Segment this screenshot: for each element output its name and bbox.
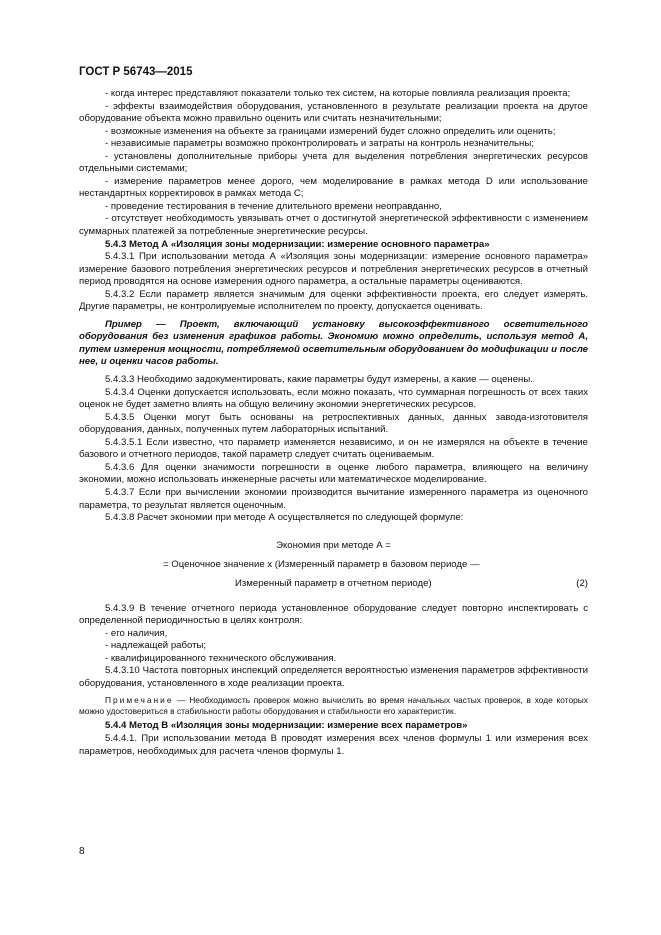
document-header: ГОСТ Р 56743—2015 bbox=[79, 66, 193, 78]
paragraph: 5.4.3.5.1 Если известно, что параметр изменяется независимо, и он не измерялся на объекте в течение базового и отчетного периодов, такой параметр следует считать оцениваемым. bbox=[79, 436, 588, 461]
list-item: - установлены дополнительные приборы учета для выделения потребления энергетических ресурсов отдельными системами; bbox=[79, 150, 588, 175]
paragraph: 5.4.3.7 Если при вычислении экономии производится вычитание измеренного параметра из оценочного параметра, то результат является оценочным. bbox=[79, 486, 588, 511]
formula-line-1: Экономия при методе А = bbox=[276, 539, 391, 551]
example-paragraph: Пример — Проект, включающий установку высокоэффективного осветительного оборудования без изменения графиков работы. Экономию можно определить, используя метод А, путем измерения мощности, потребляемой осветительным оборудованием до модификации и после нее, и оценки часов работы. bbox=[79, 318, 588, 368]
paragraph: 5.4.3.5 Оценки могут быть основаны на ретроспективных данных, данных завода-изготовителя оборудования, данных, полученных путем лабораторных испытаний. bbox=[79, 411, 588, 436]
paragraph: 5.4.3.9 В течение отчетного периода установленное оборудование следует повторно инспектировать с определенной периодичностью в целях контроля: bbox=[79, 602, 588, 627]
list-item: - его наличия, bbox=[105, 627, 168, 639]
list-item: - квалифицированного технического обслуживания. bbox=[105, 652, 337, 664]
list-item: - измерение параметров менее дорого, чем моделирование в рамках метода D или использование нестандартных корректировок в рамках метода С; bbox=[79, 175, 588, 200]
list-item: - независимые параметры возможно проконтролировать и затраты на контроль незначительны; bbox=[105, 138, 534, 150]
formula-line-2: = Оценочное значение х (Измеренный параметр в базовом периоде — bbox=[163, 558, 480, 570]
formula-line-3: Измеренный параметр в отчетном периоде) bbox=[235, 577, 432, 589]
section-heading-544: 5.4.4 Метод В «Изоляция зоны модернизации: измерение всех параметров» bbox=[105, 720, 468, 732]
paragraph: 5.4.3.1 При использовании метода А «Изоляция зоны модернизации: измерение основного параметра» измерение базового потребления энергетических ресурсов и потребления энергетических ресурсов в отчетный период проводятся на основе измерения одного параметра, а остальные параметры оцениваются. bbox=[79, 251, 588, 288]
list-item: - возможные изменения на объекте за границами измерений будет сложно определить или оценить; bbox=[105, 125, 556, 137]
page-body bbox=[79, 88, 588, 758]
paragraph: 5.4.3.10 Частота повторных инспекций определяется вероятностью изменения параметров эффективности оборудования, установленного в ходе реализации проекта. bbox=[79, 665, 588, 689]
formula-block bbox=[79, 531, 588, 603]
paragraph: 5.4.3.3 Необходимо задокументировать, какие параметры будут измерены, а какие — оценены. bbox=[105, 374, 533, 386]
page-number: 8 bbox=[79, 846, 85, 857]
paragraph: 5.4.4.1. При использовании метода В проводят измерения всех членов формулы 1 или измерения всех параметров, необходимых для расчета членов формулы 1. bbox=[79, 732, 588, 757]
formula-number: (2) bbox=[576, 577, 588, 589]
note-text: — Необходимость проверок можно вычислить во время начальных частых проверок, в ходе которых можно удостовериться в стабильности работы оборудования и стабильности его характеристик. bbox=[79, 695, 588, 717]
list-item: - когда интерес представляют показатели только тех систем, на которые повлияла реализация проекта; bbox=[105, 88, 571, 99]
list-item: - проведение тестирования в течение длительного времени неоправданно, bbox=[105, 200, 442, 212]
note-paragraph bbox=[79, 695, 588, 717]
paragraph: 5.4.3.6 Для оценки значимости погрешности в оценке любого параметра, влияющего на величину экономии, можно использовать инженерные расчеты или математическое моделирование. bbox=[79, 461, 588, 486]
note-label: Примечание bbox=[105, 695, 174, 706]
paragraph: 5.4.3.8 Расчет экономии при методе А осуществляется по следующей формуле: bbox=[105, 512, 464, 524]
list-item: - надлежащей работы; bbox=[105, 640, 207, 652]
section-heading-543: 5.4.3 Метод А «Изоляция зоны модернизации: измерение основного параметра» bbox=[105, 238, 490, 250]
list-item: - отсутствует необходимость увязывать отчет о достигнутой энергетической эффективности с изменением суммарных платежей за потребленные энергетические ресурсы. bbox=[79, 213, 588, 238]
paragraph: 5.4.3.2 Если параметр является значимым для оценки эффективности проекта, его следует измерять. Другие параметры, не контролируемые исполнителем по проекту, допускается оценивать. bbox=[79, 288, 588, 313]
list-item: - эффекты взаимодействия оборудования, установленного в результате реализации проекта на другое оборудование объекта можно правильно оценить или считать незначительными; bbox=[79, 100, 588, 125]
paragraph: 5.4.3.4 Оценки допускается использовать, если можно показать, что суммарная погрешность от всех таких оценок не будет заметно влиять на общую величину экономии энергетических ресурсов. bbox=[79, 386, 588, 411]
